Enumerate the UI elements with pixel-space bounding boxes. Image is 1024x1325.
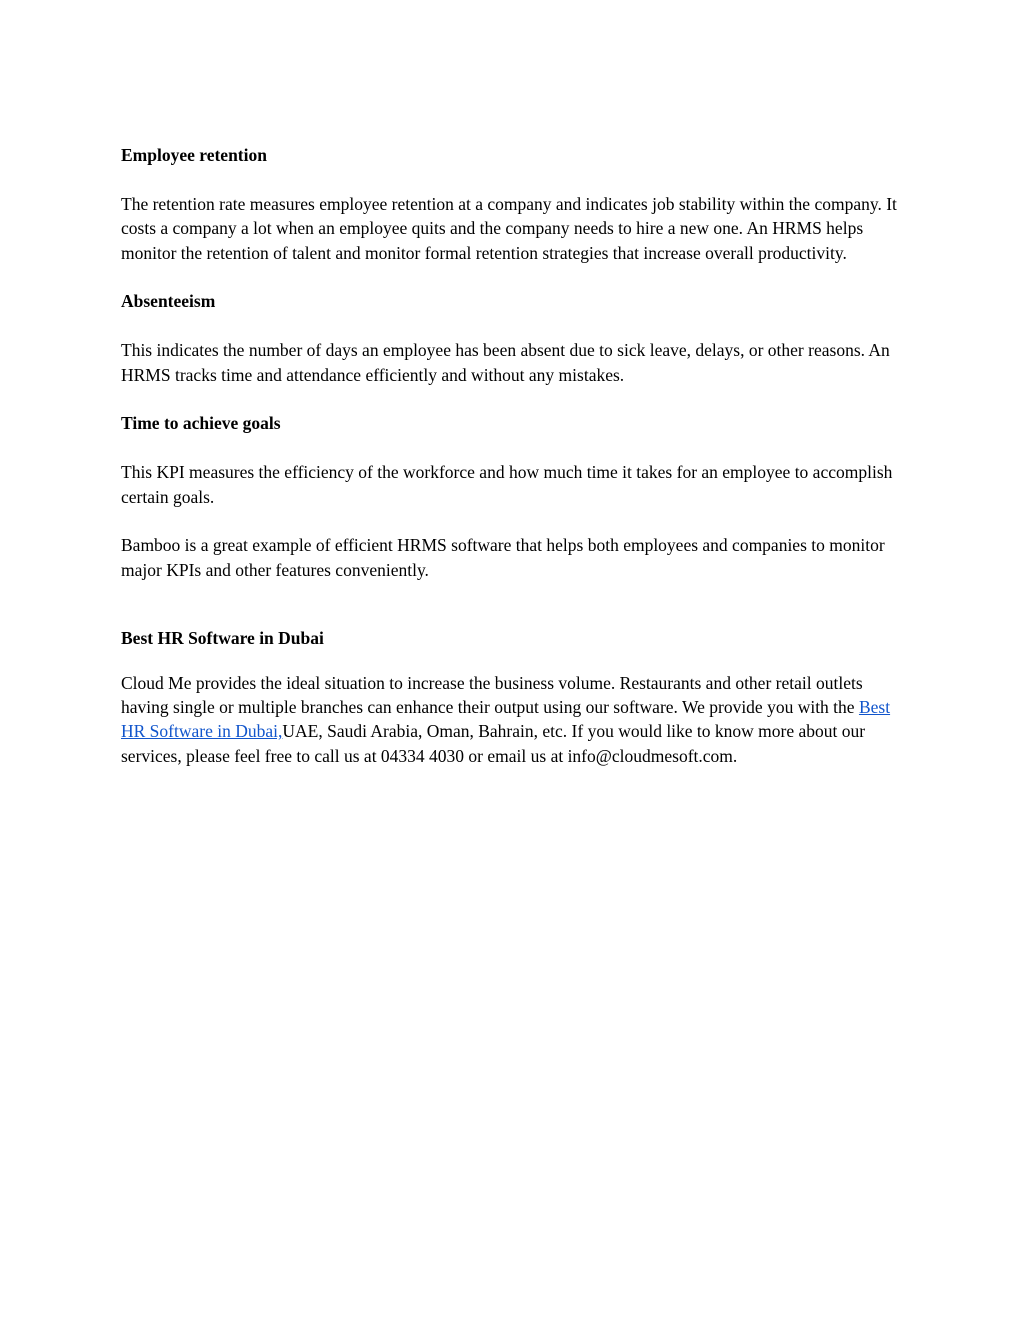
spacer [121,582,911,626]
best-hr-software-link[interactable]: Best HR Software in Dubai, [121,697,891,742]
spacer [121,436,911,460]
spacer [121,265,911,289]
paragraph-text-after-link: UAE, Saudi Arabia, Oman, Bahrain, etc. If you would like to know more about our services, please feel free to call us at 04334 4030 or email us at info@cloudmesoft.com. [121,721,866,766]
heading-absenteeism: Absenteeism [121,291,216,312]
paragraph-text-before-link: Cloud Me provides the ideal situation to increase the business volume. Restaurants and other retail outlets having single or multiple branches can enhance their output using our software. We provide you with the [121,672,863,718]
paragraph-employee-retention: The retention rate measures employee retention at a company and indicates job stability within the company. It costs a company a lot when an employee quits and the company needs to hire a new one. An HRMS helps monitor the retention of talent and monitor formal retention strategies that increase overall productivity. [121,193,897,263]
spacer [121,167,911,191]
spacer [121,314,911,338]
paragraph-absenteeism: This indicates the number of days an employee has been absent due to sick leave, delays, or other reasons. An HRMS tracks time and attendance efficiently and without any mistakes. [121,340,890,385]
paragraph-time-to-achieve-goals: This KPI measures the efficiency of the workforce and how much time it takes for an employee to accomplish certain goals. [121,462,893,507]
spacer [121,387,911,411]
heading-best-hr-software: Best HR Software in Dubai [121,628,324,649]
paragraph-best-hr-software [121,671,911,769]
paragraph-bamboo: Bamboo is a great example of efficient HRMS software that helps both employees and companies to monitor major KPIs and other features conveniently. [121,535,885,580]
heading-employee-retention: Employee retention [121,145,267,165]
spacer [121,651,911,671]
document-content [121,143,911,768]
spacer [121,509,911,533]
heading-time-to-achieve-goals: Time to achieve goals [121,413,281,434]
